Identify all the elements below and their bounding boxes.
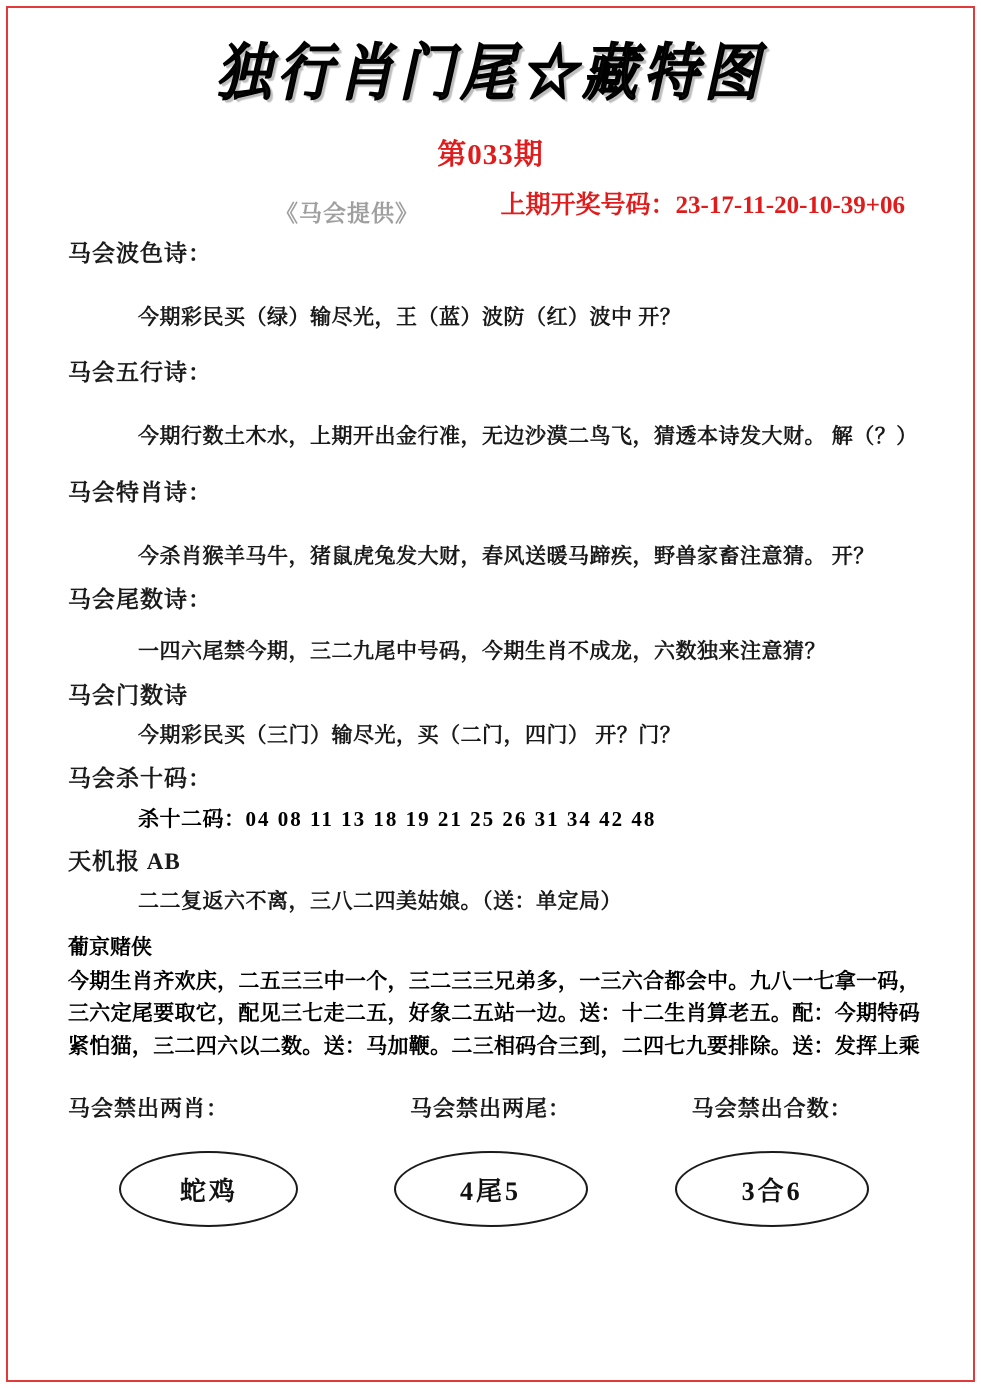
section-tianji <box>60 843 921 916</box>
forbidden-sum-value: 3合6 <box>675 1151 869 1227</box>
section-kill-body <box>60 803 921 833</box>
forbidden-zodiac-label: 马会禁出两肖： <box>68 1096 230 1122</box>
forbidden-sum <box>631 1092 913 1227</box>
forbidden-tail-value: 4尾5 <box>394 1151 588 1227</box>
section-menshu-body: 今期彩民买（三门）输尽光，买（二门，四门） 开？门？ <box>138 722 682 747</box>
section-texiao <box>60 474 921 571</box>
last-draw-label: 上期开奖号码： <box>500 192 676 219</box>
forbidden-sum-label: 马会禁出合数： <box>691 1096 853 1122</box>
section-bose-body: 今期彩民买（绿）输尽光，王（蓝）波防（红）波中 开？ <box>138 305 682 329</box>
section-wuxing-body: 今期行数土木水，上期开出金行准，无边沙漠二鸟飞，猜透本诗发大财。 解（？） <box>138 424 918 449</box>
section-texiao-body: 今杀肖猴羊马牛，猪鼠虎兔发大财，春风送暖马蹄疾，野兽家畜注意猜。 开？ <box>138 543 875 568</box>
kill-numbers: 04 08 11 13 18 19 21 25 26 31 34 42 48 <box>245 807 657 832</box>
banner-title: 独行肖门尾☆藏特图 <box>215 35 765 109</box>
forbidden-row <box>60 1092 921 1227</box>
section-texiao-heading: 马会特肖诗： <box>68 479 212 505</box>
pujing-title: 葡京赌侠 <box>68 934 152 959</box>
forbidden-tail-label: 马会禁出两尾： <box>410 1096 572 1122</box>
section-kill <box>60 760 921 833</box>
section-wuxing <box>60 354 921 451</box>
section-tianji-heading: 天机报 AB <box>68 849 181 875</box>
banner <box>60 0 921 109</box>
section-tianji-body: 二二复返六不离，三八二四美姑娘。（送：单定局） <box>138 889 622 914</box>
forbidden-tail <box>350 1092 632 1227</box>
issue-row <box>60 132 921 173</box>
last-draw-numbers: 23-17-11-20-10-39+06 <box>675 192 905 219</box>
section-bose <box>60 235 921 332</box>
issue-number: 第033期 <box>437 139 544 171</box>
forbidden-zodiac-value: 蛇鸡 <box>119 1151 298 1227</box>
section-weishu-body: 一四六尾禁今期，三二九尾中号码，今期生肖不成龙，六数独来注意猜？ <box>138 639 826 664</box>
kill-label: 杀十二码： <box>138 807 246 832</box>
section-kill-heading: 马会杀十码： <box>68 766 212 792</box>
section-menshu-heading: 马会门数诗 <box>68 682 188 708</box>
subtitle: 《马会提供》 <box>275 201 419 226</box>
forbidden-zodiac <box>68 1092 350 1227</box>
section-menshu <box>60 677 921 750</box>
section-weishu-heading: 马会尾数诗： <box>68 587 212 613</box>
section-wuxing-heading: 马会五行诗： <box>68 360 212 386</box>
section-weishu <box>60 581 921 666</box>
section-bose-heading: 马会波色诗： <box>68 241 212 266</box>
pujing-body: 今期生肖齐欢庆，二五三三中一个，三二三三兄弟多，一三六合都会中。九八一七拿一码，三六定尾要取它，配见三七走二五，好象二五站一边。送：十二生肖算老五。配：今期特码紧怕猫，三二四六以二数。送：马加鞭。二三相码合三到，二四七九要排除。送：发挥上乘 <box>68 968 920 1058</box>
